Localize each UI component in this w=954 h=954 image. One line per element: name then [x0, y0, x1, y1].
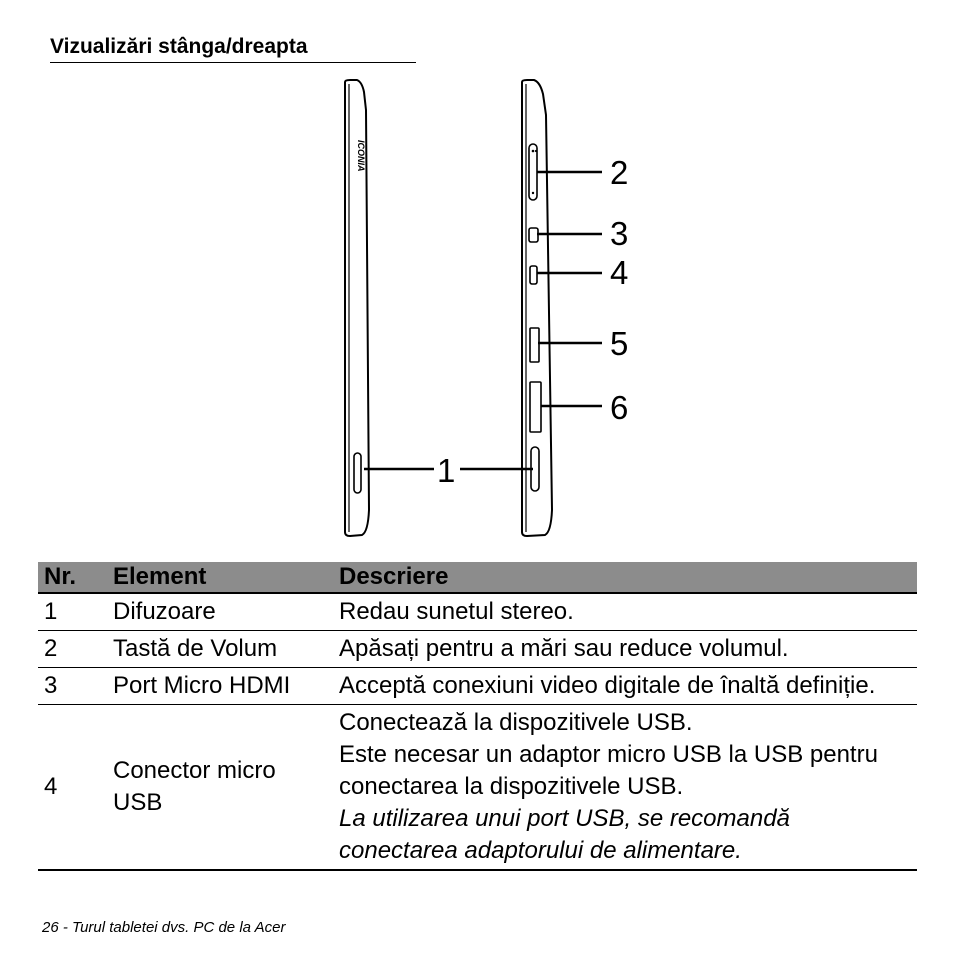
row-description: Apăsați pentru a mări sau reduce volumul. — [333, 631, 917, 668]
row-number: 3 — [38, 668, 107, 705]
port-6 — [530, 382, 541, 432]
left-speaker-slot — [354, 453, 361, 493]
components-table — [38, 562, 917, 871]
heading-underline — [50, 62, 416, 63]
row-number: 2 — [38, 631, 107, 668]
table-row — [38, 668, 917, 705]
port-5 — [530, 328, 539, 362]
tablet-side-views-figure — [300, 70, 650, 545]
description-note: La utilizarea unui port USB, se recomandă conectarea adaptorului de alimentare. — [339, 805, 790, 864]
callout-lines — [364, 172, 602, 469]
row-element: Port Micro HDMI — [107, 668, 333, 705]
header-nr: Nr. — [38, 562, 107, 593]
iconia-logo: ICONIA — [356, 140, 366, 172]
table-row — [38, 631, 917, 668]
tablet-side-views-illustration — [300, 70, 650, 545]
section-heading: Vizualizări stânga/dreapta — [50, 35, 308, 58]
table-row — [38, 705, 917, 871]
row-number: 4 — [38, 705, 107, 871]
row-element: Difuzoare — [107, 593, 333, 631]
right-side-view — [522, 80, 552, 536]
row-number: 1 — [38, 593, 107, 631]
row-element: Conector micro USB — [107, 705, 333, 871]
callout-3: 3 — [610, 215, 629, 252]
header-description: Descriere — [333, 562, 917, 593]
row-element: Tastă de Volum — [107, 631, 333, 668]
callout-6: 6 — [610, 389, 629, 426]
callout-4: 4 — [610, 254, 629, 291]
micro-usb-port — [530, 266, 537, 284]
table-header-row — [38, 562, 917, 593]
header-element: Element — [107, 562, 333, 593]
callout-5: 5 — [610, 325, 629, 362]
description-line: Este necesar un adaptor micro USB la USB pentru conectarea la dispozitivele USB. — [339, 741, 878, 800]
description-line: Conectează la dispozitivele USB. — [339, 709, 693, 736]
callout-1: 1 — [437, 452, 456, 489]
table-row — [38, 593, 917, 631]
row-description — [333, 705, 917, 871]
row-description: Acceptă conexiuni video digitale de înaltă definiție. — [333, 668, 917, 705]
page-footer: 26 - Turul tabletei dvs. PC de la Acer — [42, 919, 286, 936]
callout-2: 2 — [610, 154, 629, 191]
micro-hdmi-port — [529, 228, 538, 242]
row-description: Redau sunetul stereo. — [333, 593, 917, 631]
volume-key — [529, 144, 537, 200]
